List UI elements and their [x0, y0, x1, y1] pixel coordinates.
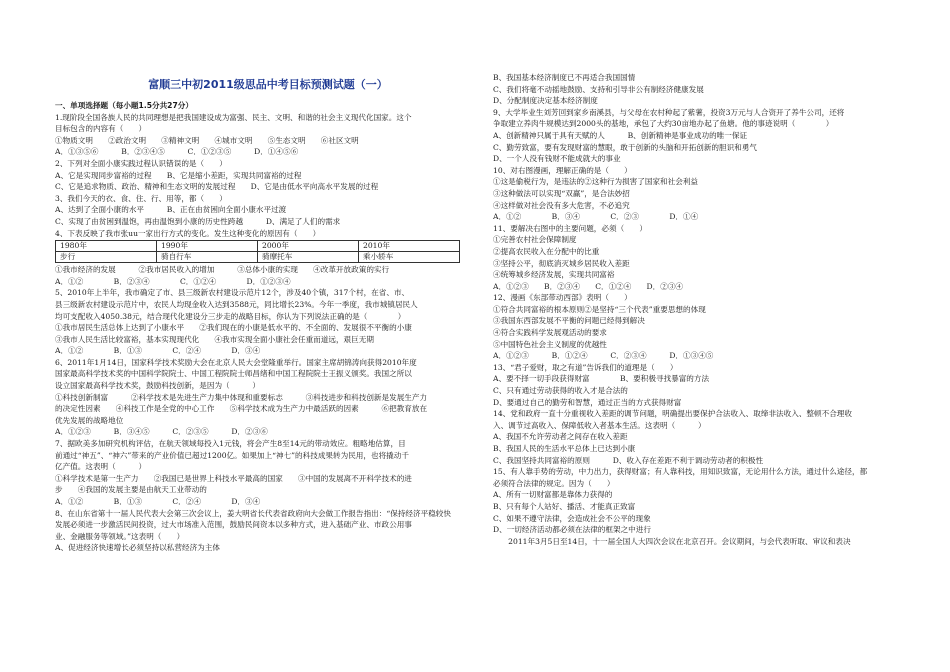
text-line: 1.现阶段全国各族人民的共同理想是把我国建设成为富强、民主、文明、和谐的社会主义现代化国家。这个	[55, 112, 412, 122]
text-line: 国家最高科学技术奖的中国科学院院士、中国工程院院士师昌绪和中国工程院院士王振义颁奖。我国之所以	[55, 369, 412, 379]
text-line: D、要通过自己的勤劳和智慧，通过正当的方式获得财富	[493, 397, 682, 407]
table-cell: 2000年	[258, 241, 359, 252]
text-line: ①物质文明 ②政治文明 ③精神文明 ④城市文明 ⑤生态文明 ⑥社区文明	[55, 135, 359, 145]
text-line: A．①②③ B．①②④ C．②③④ D．①③④⑤	[493, 351, 714, 361]
text-line: 县三级新农村建设示范片中，农民人均现金收入达到3588元，同比增长23%。今年一季度，我市城镇居民人	[55, 299, 418, 309]
text-line: ③我市人民生活比较富裕，基本实现现代化 ④我市实现全面小康社会任重而道远，艰巨无期	[55, 334, 374, 344]
table-cell: 骑自行车	[157, 252, 258, 263]
text-line: 11、要解决右图中的主要问题，必须（ ）	[493, 223, 647, 233]
text-line: A、它是实现同步富裕的过程 B、它是缩小差距，实现共同富裕的过程	[55, 170, 302, 180]
text-line: 6、2011年1月14日，国家科学技术奖励大会在北京人民大会堂隆重举行。国家主席胡锦涛向获得2010年度	[55, 357, 417, 367]
table-row	[56, 241, 460, 252]
text-line: 4、下表反映了我市张uu一家出行方式的变化。发生这种变化的原因有（ ）	[55, 228, 321, 238]
text-line: B、我国人民的生活水平总体上已达到小康	[493, 444, 636, 453]
text-line: 的决定性因素 ④科技工作是全党的中心工作 ⑤科学技术成为生产力中最活跃的因素 ⑥把教育放在	[55, 404, 428, 414]
text-line: A．①② B．②③④ C．①②④ D．①②③④	[55, 276, 291, 286]
text-line: D、分配制度决定基本经济制度	[493, 96, 598, 106]
text-line: ③这种做法可以实现“双赢”，是合法妙招	[493, 188, 630, 198]
table-cell: 乘小轿车	[359, 252, 460, 263]
text-line: B、我国基本经济制度已不再适合我国国情	[493, 73, 636, 82]
text-line: C、实现了由贫困到温饱，再由温饱到小康的历史性跨越 D、满足了人们的需求	[55, 216, 341, 226]
text-line: 9、大学毕业生刘芳回到家乡南溪县，与父母在农村种起了紫薯，投资3万元与人合资开了养牛公司，还将	[493, 107, 845, 117]
table-cell: 骑摩托车	[258, 252, 359, 263]
text-line: D、一个人没有钱财不能成就大的事业	[493, 154, 621, 164]
text-line: C、勤劳致富，要有发现财富的慧眼，敢于创新的头脑和开拓创新的胆识和勇气	[493, 142, 757, 152]
text-line: ①科学技术是第一生产力 ②我国已是世界上科技水平最高的国家 ③中国的发展离不开科学技术的进	[55, 473, 412, 483]
text-line: A、创新精神只属于具有天赋的人 B、创新精神是事业成功的唯一保证	[493, 130, 748, 140]
text-line: ③坚持公平，彻底消灭城乡居民收入差距	[493, 258, 630, 268]
table-cell: 1990年	[157, 241, 258, 252]
text-line: 业、金融服务等领域。”这表明（ ）	[55, 531, 185, 541]
text-line: ①这是偷税行为，是违法的②这种行为损害了国家和社会利益	[493, 177, 699, 187]
text-line: ①科技创新制富 ②科学技术是先进生产力集中体现和重要标志 ③科技进步和科技创新是发展生产力	[55, 392, 428, 402]
text-line: A、促进经济快速增长必须坚持以私营经济为主体	[55, 543, 220, 553]
text-line: 必须符合法律的规定。因为（ ）	[493, 478, 615, 488]
text-line: D、一切经济活动都必须在法律的框架之中进行	[493, 525, 651, 535]
text-line: 2、下列对全面小康实践过程认识错误的是（ ）	[55, 158, 227, 168]
text-line: 10、对右图漫画，理解正确的是（ ）	[493, 165, 632, 175]
text-line: 12、漫画《东部带动西部》表明（ ）	[493, 293, 632, 303]
text-line: 均可支配收入4050.38元，结合现代化建设分三步走的战略目标，你认为下列说法正确的是（ ）	[55, 311, 406, 321]
text-line: ④符合实践科学发展观活动的要求	[493, 328, 607, 338]
text-line: 设立国家最高科学技术奖，鼓励科技创新，是因为（ ）	[55, 381, 261, 391]
text-line: ②提高农民收入在分配中的比重	[493, 246, 600, 256]
left-column	[55, 72, 465, 554]
text-line: 7、据欧美多加研究机构评估，在航天领域每投入1元钱，将会产生8至14元的带动效应。粗略地估算，目	[55, 439, 406, 449]
text-line: A．①②③ B．③④⑤ C．②③⑤ D．②③⑥	[55, 427, 268, 437]
text-line: ④统筹城乡经济发展，实现共同富裕	[493, 270, 615, 280]
text-line: ④这样做对社会没有多大危害，不必追究	[493, 200, 630, 210]
text-line: C、只有通过劳动获得的收入才是合法的	[493, 386, 628, 396]
text-line: 14、党和政府一直十分重视收入差距的调节问题，明确提出要保护合法收入、取缔非法收入、整顿不合理收	[493, 409, 852, 419]
text-line: A．①② B．③④ C．②③ D．①④	[493, 212, 699, 222]
text-line: 争取建立养肉牛规模达到2000头的基地，承包了大约30亩地办起了鱼塘。他的事迹说明（ ）	[493, 119, 834, 129]
table-row	[56, 252, 460, 263]
table-cell: 步行	[56, 252, 157, 263]
text-line: 发展必须进一步激活民间投资，过大市场准入范围，鼓励民间资本以多种方式，进入基础产业、市政公用事	[55, 520, 412, 530]
travel-table	[55, 240, 460, 263]
text-line: B、只有每个人站好、播活、才能真正致富	[493, 501, 636, 511]
text-line: 优先发展的战略地位	[55, 415, 124, 425]
text-line: A、要不择一切手段获得财富 B、要积极寻找暴富的方法	[493, 374, 710, 384]
text-line: 13、“君子爱财，取之有道”告诉我们的道理是（ ）	[493, 362, 678, 372]
right-column	[493, 72, 903, 547]
text-line: 2011年3月5日至14日，十一届全国人大四次会议在北京召开。会议期间，与会代表听取、审议和表决	[493, 536, 851, 546]
text-line: ①我市居民生活总体上达到了小康水平 ②我们现在的小康是低水平的、不全面的、发展很不平衡的小康	[55, 323, 412, 333]
text-line: 亿产值。这表明（ ）	[55, 462, 147, 472]
text-line: ③我国东西部发展不平衡的问题已经得到解决	[493, 316, 645, 326]
text-line: C、如果不遵守法律，会造成社会不公平的现象	[493, 513, 651, 523]
text-line: 前通过“神五”、“神六”带来的产业价值已超过1200亿。如果加上“神七”的科技成果转为民用，也将撬动千	[55, 450, 409, 460]
table-cell: 2010年	[359, 241, 460, 252]
text-line: A．①② B．①③ C．②④ D．③④	[55, 346, 261, 356]
text-line: ①我市经济的发展 ②我市居民收入的增加 ③总体小康的实现 ④改革开放政策的实行	[55, 265, 390, 275]
text-line: C、我国坚持共同富裕的原则 D、收入存在差距不利于调动劳动者的积极性	[493, 455, 764, 465]
text-line: C、它是追求物质、政治、精神和生态文明的发展过程 D、它是由低水平向高水平发展的过程	[55, 182, 379, 192]
text-line: A、达到了全面小康的水平 B、正在由贫困向全面小康水平过渡	[55, 205, 287, 215]
text-line: 目标包含的内容有（ ）	[55, 124, 147, 134]
text-line: 3、我们今天的衣、食、住、行、用等，都（ ）	[55, 193, 227, 203]
text-line: A．①② B．①③ C．②④ D．③④	[55, 497, 261, 506]
text-line: ①完善农村社会保障制度	[493, 235, 577, 245]
table-cell: 1980年	[56, 241, 157, 252]
text-line: 15、有人靠手势的劳动，中力出力，获得财富；有人靠科技，用知识致富，无论用什么方法，通过什么途径，都	[493, 467, 868, 477]
exam-title: 富顺三中初2011级思品中考目标预测试题（一）	[148, 78, 388, 91]
text-line: A、所有一切财富都是靠体力获得的	[493, 490, 613, 500]
text-line: ①符合共同富裕的根本原则②是坚持“三个代表”重要思想的体现	[493, 304, 706, 314]
text-line: A、我国不允许劳动者之间存在收入差距	[493, 432, 628, 442]
text-line: ⑤中国特色社会主义制度的优越性	[493, 339, 607, 349]
section-heading: 一、单项选择题（每小题1.5分共27分）	[55, 101, 193, 110]
text-line: 入、调节过高收入、保障低收入者基本生活。这表明（ ）	[493, 420, 706, 430]
text-line: A．①②③ B．②③④ C．①②④ D．②③④	[493, 281, 684, 291]
text-line: A．①③⑤⑥ B．②③④⑤ C．①②③⑤ D．①④⑤⑥	[55, 147, 299, 157]
text-line: 5、2010年上半年，我市确定了市、县三级新农村建设示范片12个，涉及40个镇，317个村，在省、市、	[55, 288, 410, 298]
text-line: 步 ④我国的发展主要是由航天工业带动的	[55, 485, 207, 495]
text-line: 8、在山东省第十一届人民代表大会第三次会议上，姜大明省长代表省政府向大会做工作报告指出：“保持经济平稳较快	[55, 508, 451, 518]
text-line: C、我们将毫不动摇地鼓励、支持和引导非公有制经济健康发展	[493, 84, 704, 94]
